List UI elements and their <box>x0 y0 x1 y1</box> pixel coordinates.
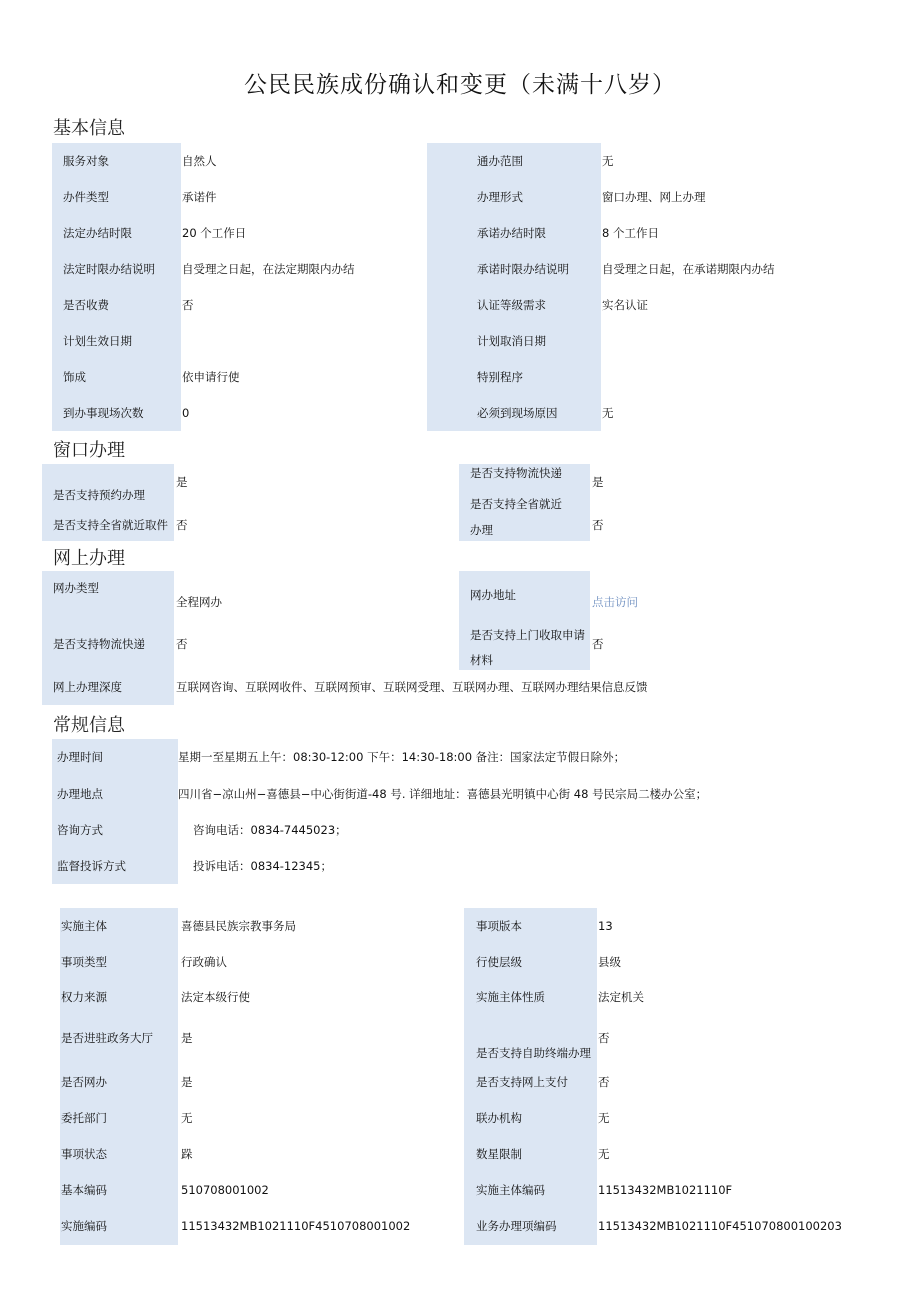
detail-field-label: 是否支持自助终端办理 <box>476 1046 591 1060</box>
window-province-label-line1: 是否支持全省就近 <box>470 497 562 511</box>
detail-field-value: 13 <box>598 919 613 933</box>
basic-field-value: 自受理之日起，在承诺期限内办结 <box>602 262 775 276</box>
detail-field-value: 法定机关 <box>598 990 644 1004</box>
detail-field-label: 事项版本 <box>476 919 522 933</box>
general-field-label: 咨询方式 <box>57 823 103 837</box>
window-appointment-value: 是 <box>176 475 188 489</box>
general-field-value: 四川省−凉山州−喜德县−中心街街道-48 号. 详细地址：喜德县光明镇中心街 48 号民宗局二楼办公室； <box>178 787 708 801</box>
section-window-heading: 窗口办理 <box>53 440 125 461</box>
basic-field-label: 饰成 <box>63 370 86 384</box>
detail-field-label: 联办机构 <box>476 1111 522 1125</box>
online-address-label: 网办地址 <box>470 588 516 602</box>
detail-field-value: 县级 <box>598 955 621 969</box>
detail-field-value: 否 <box>598 1031 610 1045</box>
window-logistics-label: 是否支持物流快递 <box>470 466 562 480</box>
window-logistics-value: 是 <box>592 475 604 489</box>
detail-field-value: 无 <box>598 1147 610 1161</box>
basic-field-label: 必须到现场原因 <box>477 406 558 420</box>
window-province-label-line2: 办理 <box>470 523 493 537</box>
online-pickup-value: 否 <box>592 637 604 651</box>
basic-field-value: 无 <box>602 406 614 420</box>
basic-field-value: 0 <box>182 406 190 420</box>
detail-field-value: 无 <box>598 1111 610 1125</box>
detail-field-value: 喜德县民族宗教事务局 <box>181 919 296 933</box>
detail-field-label: 委托部门 <box>61 1111 107 1125</box>
basic-right-label-column <box>427 143 601 431</box>
basic-field-value: 8 个工作日 <box>602 226 659 240</box>
detail-field-value: 510708001002 <box>181 1183 269 1197</box>
detail-field-value: 无 <box>181 1111 193 1125</box>
detail-field-label: 是否支持网上支付 <box>476 1075 568 1089</box>
general-field-value: 星期一至星期五上午：08:30-12:00 下午：14:30-18:00 备注：国家法定节假日除外； <box>178 750 626 764</box>
basic-field-value: 20 个工作日 <box>182 226 247 240</box>
basic-field-value: 依申请行使 <box>182 370 240 384</box>
online-pickup-label-line2: 材料 <box>470 653 493 667</box>
detail-field-label: 权力来源 <box>61 990 107 1004</box>
basic-field-label: 承诺办结时限 <box>477 226 546 240</box>
basic-field-label: 办理形式 <box>477 190 523 204</box>
general-field-value: 投诉电话：0834-12345； <box>193 859 332 873</box>
window-province-value: 否 <box>592 518 604 532</box>
detail-field-value: 11513432MB1021110F451070800100203 <box>598 1219 842 1233</box>
basic-field-label: 服务对象 <box>63 154 109 168</box>
general-field-label: 监督投诉方式 <box>57 859 126 873</box>
section-general-heading: 常规信息 <box>53 715 125 736</box>
detail-field-value: 11513432MB1021110F <box>598 1183 733 1197</box>
window-nearby-label: 是否支持全省就近取件 <box>53 518 168 532</box>
basic-field-label: 法定办结时限 <box>63 226 132 240</box>
general-field-value: 咨询电话：0834-7445023； <box>193 823 347 837</box>
detail-field-label: 是否网办 <box>61 1075 107 1089</box>
page-title: 公民民族成份确认和变更（未满十八岁） <box>244 72 676 98</box>
online-depth-label: 网上办理深度 <box>53 680 122 694</box>
basic-field-label: 计划生效日期 <box>63 334 132 348</box>
basic-field-value: 否 <box>182 298 194 312</box>
basic-field-label: 计划取消日期 <box>477 334 546 348</box>
basic-field-label: 是否收费 <box>63 298 109 312</box>
basic-field-value: 实名认证 <box>602 298 648 312</box>
basic-field-value: 承诺件 <box>182 190 217 204</box>
detail-field-label: 事项类型 <box>61 955 107 969</box>
detail-field-value: 否 <box>598 1075 610 1089</box>
detail-field-value: 跺 <box>181 1147 193 1161</box>
detail-field-label: 数星限制 <box>476 1147 522 1161</box>
detail-field-value: 是 <box>181 1075 193 1089</box>
basic-field-value: 自然人 <box>182 154 217 168</box>
detail-field-value: 11513432MB1021110F4510708001002 <box>181 1219 411 1233</box>
general-field-label: 办理地点 <box>57 787 103 801</box>
basic-field-value: 窗口办理、网上办理 <box>602 190 706 204</box>
window-appointment-label: 是否支持预约办理 <box>53 488 145 502</box>
general-field-label: 办理时间 <box>57 750 103 764</box>
basic-field-value: 无 <box>602 154 614 168</box>
basic-field-label: 承诺时限办结说明 <box>477 262 569 276</box>
basic-field-label: 认证等级需求 <box>477 298 546 312</box>
window-nearby-value: 否 <box>176 518 188 532</box>
detail-field-label: 业务办理项编码 <box>476 1219 557 1233</box>
online-pickup-label-line1: 是否支持上门收取申请 <box>470 628 585 642</box>
basic-field-label: 办件类型 <box>63 190 109 204</box>
detail-field-value: 行政确认 <box>181 955 227 969</box>
detail-field-label: 是否进驻政务大厅 <box>61 1031 153 1045</box>
online-depth-value: 互联网咨询、互联网收件、互联网预审、互联网受理、互联网办理、互联网办理结果信息反馈 <box>176 680 648 694</box>
section-online-heading: 网上办理 <box>53 548 125 569</box>
basic-field-label: 通办范围 <box>477 154 523 168</box>
detail-field-label: 实施主体性质 <box>476 990 545 1004</box>
online-type-value: 全程网办 <box>176 595 222 609</box>
section-basic-heading: 基本信息 <box>53 118 125 139</box>
basic-field-value: 自受理之日起，在法定期限内办结 <box>182 262 355 276</box>
online-address-link[interactable]: 点击访问 <box>592 595 638 609</box>
online-logistics-value: 否 <box>176 637 188 651</box>
detail-field-label: 行使层级 <box>476 955 522 969</box>
detail-field-label: 实施编码 <box>61 1219 107 1233</box>
detail-field-value: 法定本级行使 <box>181 990 250 1004</box>
online-logistics-label: 是否支持物流快递 <box>53 637 145 651</box>
basic-field-label: 特别程序 <box>477 370 523 384</box>
basic-field-label: 到办事现场次数 <box>63 406 144 420</box>
detail-field-label: 事项状态 <box>61 1147 107 1161</box>
basic-left-label-column <box>52 143 181 431</box>
detail-field-label: 实施主体 <box>61 919 107 933</box>
detail-field-label: 实施主体编码 <box>476 1183 545 1197</box>
online-type-label: 网办类型 <box>53 581 99 595</box>
detail-field-label: 基本编码 <box>61 1183 107 1197</box>
basic-field-label: 法定时限办结说明 <box>63 262 155 276</box>
detail-field-value: 是 <box>181 1031 193 1045</box>
